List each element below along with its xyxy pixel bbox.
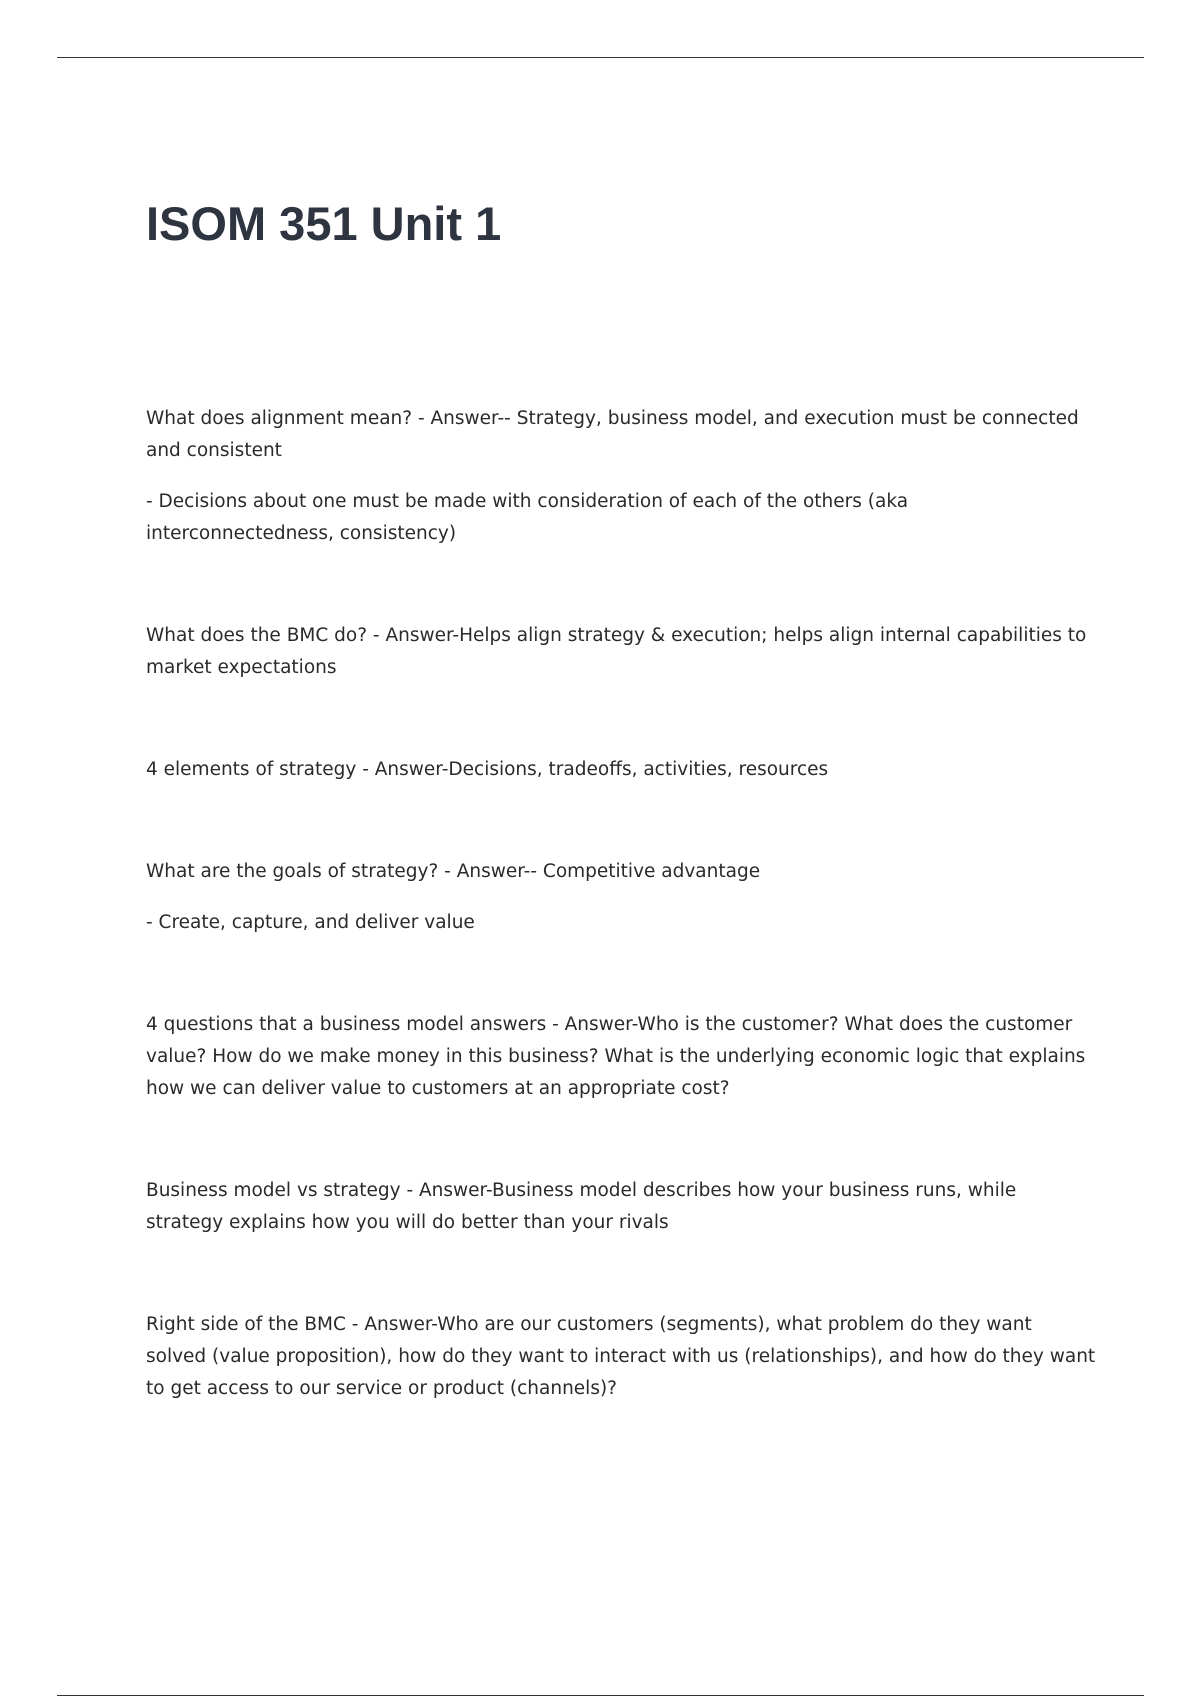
qa-entry-strategy-elements bbox=[146, 754, 1096, 786]
qa-entry-business-model-questions bbox=[146, 1009, 1096, 1105]
qa-text: 4 questions that a business model answers - Answer-Who is the customer? What does the customer value? How do we make money in this business? What is the underlying economic logic that explains how we can deliver value to customers at an appropriate cost? bbox=[146, 1014, 1086, 1099]
qa-text: Right side of the BMC - Answer-Who are our customers (segments), what problem do they want solved (value proposition), how do they want to interact with us (relationships), and how do they want to get access to our service or product (channels)? bbox=[146, 1314, 1096, 1399]
qa-text: - Decisions about one must be made with consideration of each of the others (aka interconnectedness, consistency) bbox=[146, 491, 909, 544]
qa-text: 4 elements of strategy - Answer-Decisions, tradeoffs, activities, resources bbox=[146, 759, 829, 780]
qa-text: What does alignment mean? - Answer-- Strategy, business model, and execution must be connected and consistent bbox=[146, 408, 1079, 461]
bottom-divider bbox=[57, 1695, 1144, 1696]
qa-entry-strategy-goals bbox=[146, 856, 1096, 939]
qa-text: - Create, capture, and deliver value bbox=[146, 912, 475, 933]
qa-text: What are the goals of strategy? - Answer-- Competitive advantage bbox=[146, 861, 761, 882]
qa-entry-model-vs-strategy bbox=[146, 1175, 1096, 1239]
qa-text: What does the BMC do? - Answer-Helps align strategy & execution; helps align internal capabilities to market expectations bbox=[146, 625, 1087, 678]
qa-entry-bmc-right-side bbox=[146, 1309, 1096, 1405]
qa-entry-alignment bbox=[146, 403, 1096, 550]
page-title: ISOM 351 Unit 1 bbox=[146, 197, 502, 250]
top-divider bbox=[57, 57, 1144, 58]
qa-entry-bmc bbox=[146, 620, 1096, 684]
document-body bbox=[146, 403, 1096, 1405]
qa-text: Business model vs strategy - Answer-Business model describes how your business runs, while strategy explains how you will do better than your rivals bbox=[146, 1180, 1017, 1233]
